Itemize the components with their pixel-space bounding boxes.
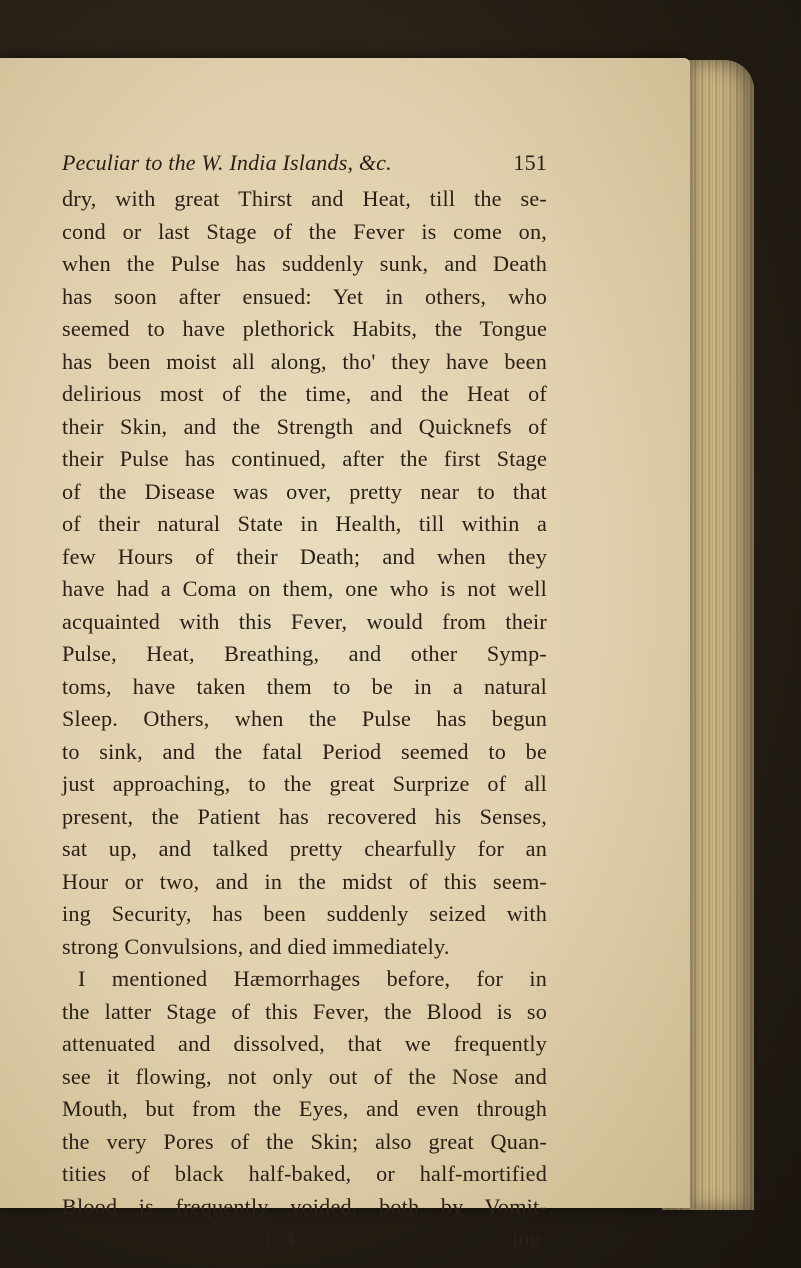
text-line: dry, with great Thirst and Heat, till the se- <box>62 186 547 211</box>
text-line: of the Disease was over, pretty near to that <box>62 478 547 504</box>
text-line: present, the Patient has recovered his Senses, <box>62 803 547 829</box>
text-line: strong Convulsions, and died immediately. <box>62 933 450 959</box>
text-line: seemed to have plethorick Habits, the Tongue <box>62 316 547 341</box>
text-line: tities of black half-baked, or half-mortified <box>62 1161 547 1186</box>
text-line: the very Pores of the Skin; also great Quan- <box>62 1128 547 1154</box>
text-line: see it flowing, not only out of the Nose and <box>62 1063 547 1089</box>
page-footer <box>62 1223 547 1255</box>
text-line: attenuated and dissolved, that we frequently <box>62 1031 547 1056</box>
text-line: has soon after ensued: Yet in others, who <box>62 283 547 309</box>
signature-mark: L 4 <box>265 1226 295 1251</box>
running-header <box>62 150 547 183</box>
text-line: their Pulse has continued, after the first Stage <box>62 446 547 471</box>
page-number: 151 <box>513 150 547 175</box>
text-line: cond or last Stage of the Fever is come on, <box>62 218 547 244</box>
text-line: acquainted with this Fever, would from their <box>62 608 547 634</box>
text-line: have had a Coma on them, one who is not well <box>62 576 547 601</box>
text-line: delirious most of the time, and the Heat of <box>62 381 547 406</box>
catchword: ing <box>512 1226 541 1251</box>
text-line: sat up, and talked pretty chearfully for an <box>62 836 547 861</box>
text-line: I mentioned Hæmorrhages before, for in <box>78 966 547 991</box>
text-line: has been moist all along, tho' they have been <box>62 348 547 374</box>
running-title: Peculiar to the W. India Islands, &c. <box>62 150 392 175</box>
text-line: just approaching, to the great Surprize of all <box>62 771 547 796</box>
page-text <box>62 150 547 1255</box>
text-line: ing Security, has been suddenly seized with <box>62 901 547 926</box>
text-line: of their natural State in Health, till within a <box>62 511 547 536</box>
text-line: few Hours of their Death; and when they <box>62 543 547 569</box>
text-line: to sink, and the fatal Period seemed to be <box>62 738 547 764</box>
text-line: Pulse, Heat, Breathing, and other Symp- <box>62 641 547 666</box>
text-line: toms, have taken them to be in a natural <box>62 673 547 699</box>
text-line: when the Pulse has suddenly sunk, and Death <box>62 251 547 276</box>
text-line: Blood is frequently voided, both by Vomit- <box>62 1193 547 1219</box>
text-line: the latter Stage of this Fever, the Blood is so <box>62 998 547 1024</box>
text-line: Mouth, but from the Eyes, and even through <box>62 1096 547 1121</box>
text-line: their Skin, and the Strength and Quicknefs of <box>62 413 547 439</box>
text-line: Sleep. Others, when the Pulse has begun <box>62 706 547 731</box>
text-line: Hour or two, and in the midst of this seem- <box>62 868 547 894</box>
